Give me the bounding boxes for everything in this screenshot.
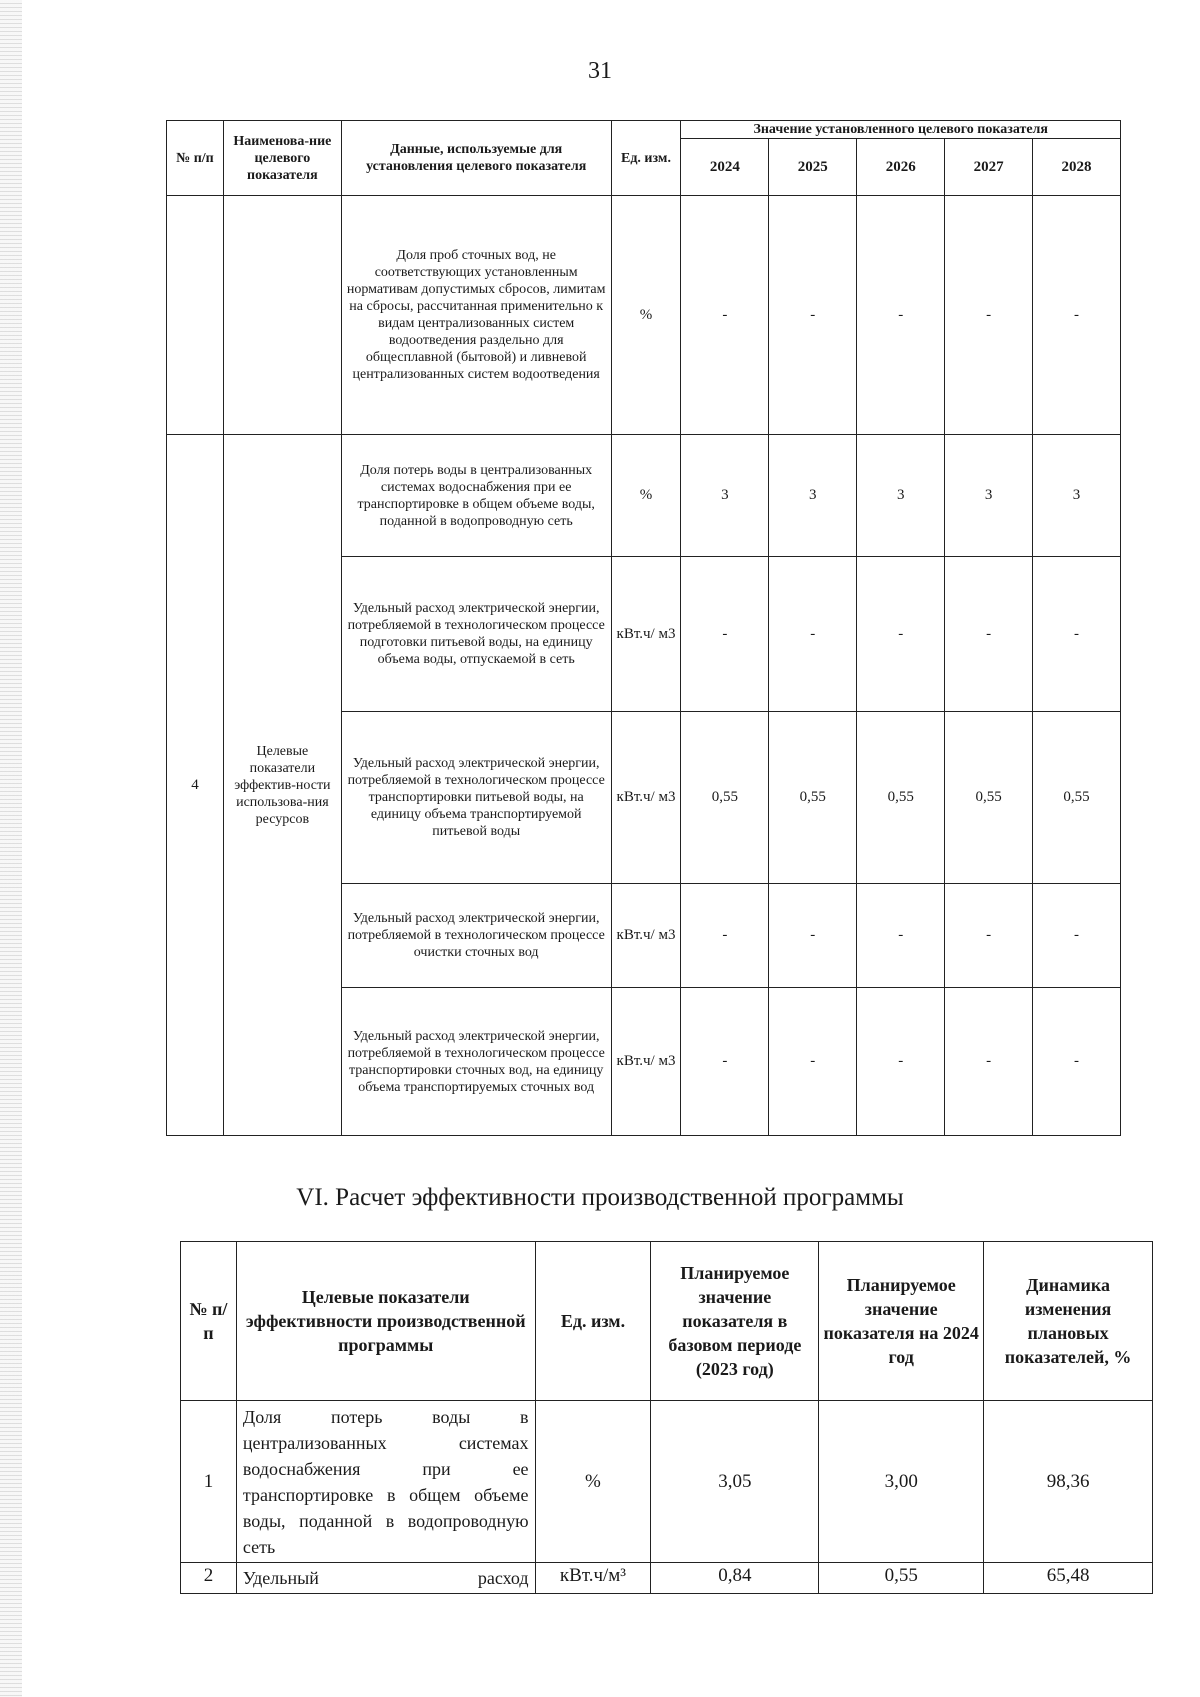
value-cell: - bbox=[945, 988, 1033, 1136]
value-cell: 3 bbox=[769, 435, 857, 557]
unit-cell: кВт.ч/м³ bbox=[535, 1563, 651, 1594]
base-value-cell: 3,05 bbox=[651, 1401, 819, 1563]
header-num: № п/п bbox=[181, 1242, 237, 1401]
target-indicators-table bbox=[166, 120, 1121, 1136]
dynamics-value-cell: 65,48 bbox=[984, 1563, 1153, 1594]
value-cell: - bbox=[681, 557, 769, 712]
scan-edge bbox=[0, 0, 22, 1697]
header-unit: Ед. изм. bbox=[535, 1242, 651, 1401]
unit-cell: % bbox=[611, 435, 681, 557]
header-indicator-name: Целевые показатели эффективности производственной программы bbox=[236, 1242, 535, 1401]
value-cell: - bbox=[945, 196, 1033, 435]
value-cell: - bbox=[857, 196, 945, 435]
value-cell: - bbox=[857, 988, 945, 1136]
header-plan-2024: Планируемое значение показателя на 2024 год bbox=[819, 1242, 984, 1401]
desc-cell: Удельный расход электрической энергии, потребляемой в технологическом процессе очистки сточных вод bbox=[341, 884, 611, 988]
value-cell: 0,55 bbox=[681, 712, 769, 884]
value-cell: 0,55 bbox=[857, 712, 945, 884]
desc-cell: Удельный расход электрической энергии, потребляемой в технологическом процессе подготовки питьевой воды, на единицу объема воды, отпускаемой в сеть bbox=[341, 557, 611, 712]
num-cell: 2 bbox=[181, 1563, 237, 1594]
value-cell: - bbox=[945, 557, 1033, 712]
value-cell: 3 bbox=[857, 435, 945, 557]
value-cell: - bbox=[769, 196, 857, 435]
value-cell: - bbox=[681, 988, 769, 1136]
section-title: VI. Расчет эффективности производственной программы bbox=[296, 1184, 904, 1211]
unit-cell: кВт.ч/ м3 bbox=[611, 557, 681, 712]
table-row bbox=[167, 435, 1121, 557]
value-cell: - bbox=[1033, 988, 1121, 1136]
header-dynamics: Динамика изменения плановых показателей, % bbox=[984, 1242, 1153, 1401]
value-cell: 3 bbox=[1033, 435, 1121, 557]
desc-cell: Удельный расход электрической энергии, потребляемой в технологическом процессе транспортировки сточных вод, на единицу объема транспортируемых сточных вод bbox=[341, 988, 611, 1136]
page-number: 31 bbox=[588, 58, 612, 84]
value-cell: - bbox=[945, 884, 1033, 988]
value-cell: - bbox=[1033, 196, 1121, 435]
num-cell bbox=[167, 196, 224, 435]
value-cell: 0,55 bbox=[1033, 712, 1121, 884]
num-cell: 1 bbox=[181, 1401, 237, 1563]
header-year: 2026 bbox=[857, 139, 945, 196]
unit-cell: % bbox=[535, 1401, 651, 1563]
dynamics-value-cell: 98,36 bbox=[984, 1401, 1153, 1563]
unit-cell: кВт.ч/ м3 bbox=[611, 884, 681, 988]
desc-cell: Доля проб сточных вод, не соответствующих установленным нормативам допустимых сбросов, лимитам на сбросы, рассчитанная применительно к видам централизованных систем водоотведения раздельно для общесплавной (бытовой) и ливневой централизованных систем водоотведения bbox=[341, 196, 611, 435]
value-cell: - bbox=[857, 557, 945, 712]
plan-value-cell: 3,00 bbox=[819, 1401, 984, 1563]
group-name-cell: Целевые показатели эффектив-ности использова-ния ресурсов bbox=[223, 435, 341, 1136]
header-year: 2028 bbox=[1033, 139, 1121, 196]
table-row bbox=[167, 196, 1121, 435]
value-cell: - bbox=[769, 884, 857, 988]
value-cell: 0,55 bbox=[769, 712, 857, 884]
base-value-cell: 0,84 bbox=[651, 1563, 819, 1594]
unit-cell: % bbox=[611, 196, 681, 435]
table-row bbox=[181, 1401, 1153, 1563]
value-cell: - bbox=[681, 884, 769, 988]
unit-cell: кВт.ч/ м3 bbox=[611, 712, 681, 884]
group-num-cell: 4 bbox=[167, 435, 224, 1136]
unit-cell: кВт.ч/ м3 bbox=[611, 988, 681, 1136]
desc-cell: Удельный расход электрической энергии, потребляемой в технологическом процессе транспортировки питьевой воды, на единицу объема транспортируемой питьевой воды bbox=[341, 712, 611, 884]
header-target-group: Значение установленного целевого показателя bbox=[681, 121, 1121, 139]
header-year: 2027 bbox=[945, 139, 1033, 196]
header-unit: Ед. изм. bbox=[611, 121, 681, 196]
value-cell: 0,55 bbox=[945, 712, 1033, 884]
header-year: 2024 bbox=[681, 139, 769, 196]
value-cell: - bbox=[769, 988, 857, 1136]
efficiency-calculation-table bbox=[180, 1241, 1153, 1594]
table-row bbox=[181, 1563, 1153, 1594]
value-cell: - bbox=[1033, 557, 1121, 712]
header-data: Данные, используемые для установления целевого показателя bbox=[341, 121, 611, 196]
plan-value-cell: 0,55 bbox=[819, 1563, 984, 1594]
desc-cell: Доля потерь воды в централизованных системах водоснабжения при ее транспортировке в общем объеме воды, поданной в водопроводную сеть bbox=[341, 435, 611, 557]
name-cell: Доля потерь воды в централизованных системах водоснабжения при ее транспортировке в общем объеме воды, поданной в водопроводную сеть bbox=[236, 1401, 535, 1563]
value-cell: - bbox=[681, 196, 769, 435]
value-cell: - bbox=[857, 884, 945, 988]
value-cell: - bbox=[1033, 884, 1121, 988]
name-cell bbox=[223, 196, 341, 435]
header-base-period: Планируемое значение показателя в базовом периоде (2023 год) bbox=[651, 1242, 819, 1401]
value-cell: 3 bbox=[681, 435, 769, 557]
header-num: № п/п bbox=[167, 121, 224, 196]
value-cell: - bbox=[769, 557, 857, 712]
header-year: 2025 bbox=[769, 139, 857, 196]
value-cell: 3 bbox=[945, 435, 1033, 557]
name-cell: Удельный расход bbox=[236, 1563, 535, 1594]
header-indicator-name: Наименова-ние целевого показателя bbox=[223, 121, 341, 196]
